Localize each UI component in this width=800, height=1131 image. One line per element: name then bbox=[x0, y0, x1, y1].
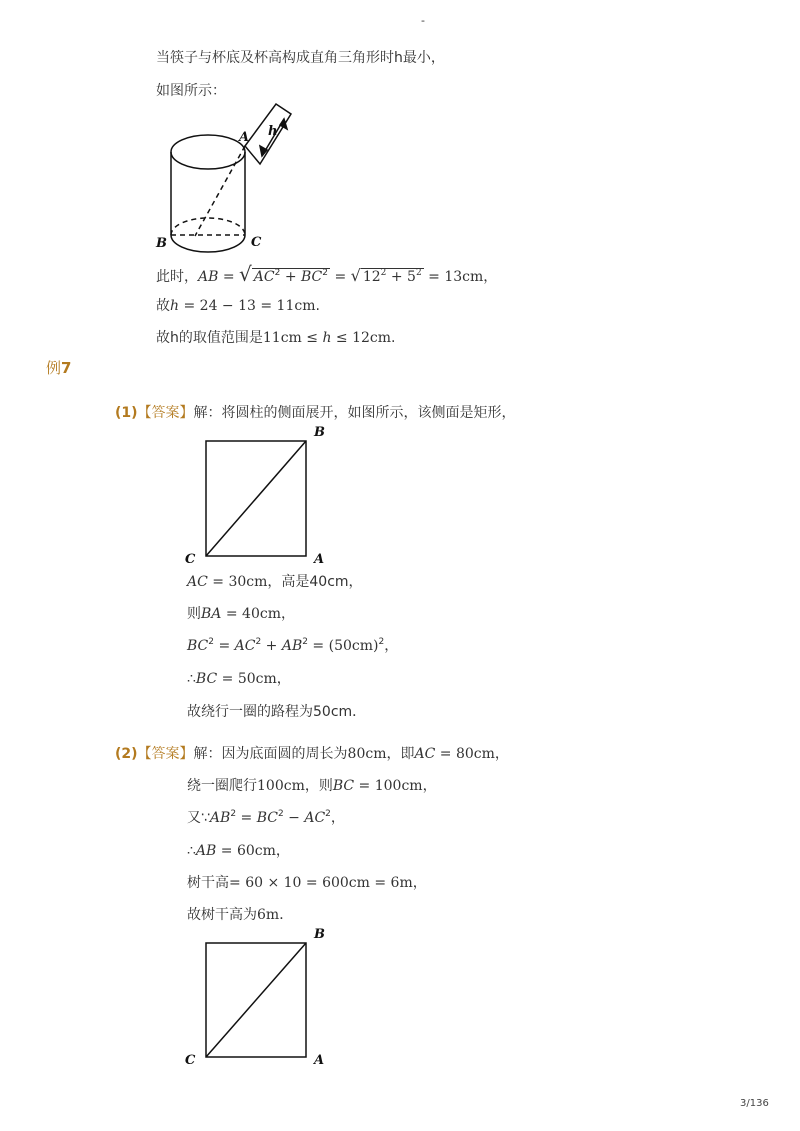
example-heading: 例7 bbox=[46, 359, 72, 377]
label-b-rect1: B bbox=[314, 425, 325, 440]
calc-line-1: 此时，AB = √ $AC^2 + BC^2$ = √ $12^2 + 5^2 = 13cm$， bbox=[156, 262, 498, 286]
intro-line-1: 当筷子与杯底及杯高构成直角三角形时h最小， bbox=[156, 50, 445, 66]
part2-line-1: (2)【答案】解：因为底面圆的周长为80cm，即AC = 80cm， bbox=[115, 746, 509, 762]
part1-line-3: $BC^2 = AC^2 + AB^2 = (50cm)^2$， bbox=[187, 637, 399, 654]
page-number: 3/136 bbox=[740, 1098, 769, 1109]
label-h: h bbox=[268, 124, 278, 139]
calc-line-2: 故h = 24 − 13 = 11cm. bbox=[156, 298, 320, 314]
label-a-rect1: A bbox=[314, 552, 325, 567]
part1-line-1: AC = 30cm，高是40cm， bbox=[187, 574, 363, 590]
part2-line-4: ∴AB = 60cm， bbox=[187, 843, 290, 859]
part2-line-6: 故树干高为6m． bbox=[187, 907, 294, 923]
label-b-cylinder: B bbox=[156, 236, 167, 251]
part1-line-2: 则BA = 40cm， bbox=[187, 606, 295, 622]
label-a-rect2: A bbox=[314, 1053, 325, 1068]
label-c-rect2: C bbox=[185, 1053, 196, 1068]
label-b-rect2: B bbox=[314, 927, 325, 942]
label-c-cylinder: C bbox=[251, 235, 262, 250]
intro-line-2: 如图所示： bbox=[156, 83, 226, 99]
part2-line-3: 又$\because AB^2 = BC^2 - AC^2$， bbox=[187, 809, 345, 826]
label-c-rect1: C bbox=[185, 552, 196, 567]
part2-line-2: 绕一圈爬行100cm，则BC = 100cm， bbox=[187, 778, 437, 794]
calc-line-3: 故h的取值范围是11cm ≤ h ≤ 12cm. bbox=[156, 330, 396, 346]
part1-answer-line: (1)【答案】解：将圆柱的侧面展开，如图所示，该侧面是矩形， bbox=[115, 405, 516, 421]
top-mark: - bbox=[421, 14, 425, 27]
label-a-cylinder: A bbox=[239, 130, 250, 145]
part1-line-5: 故绕行一圈的路程为50cm． bbox=[187, 704, 367, 720]
part2-line-5: 树干高= 60 × 10 = 600cm = 6m， bbox=[187, 875, 427, 891]
part1-line-4: ∴BC = 50cm， bbox=[187, 671, 291, 687]
